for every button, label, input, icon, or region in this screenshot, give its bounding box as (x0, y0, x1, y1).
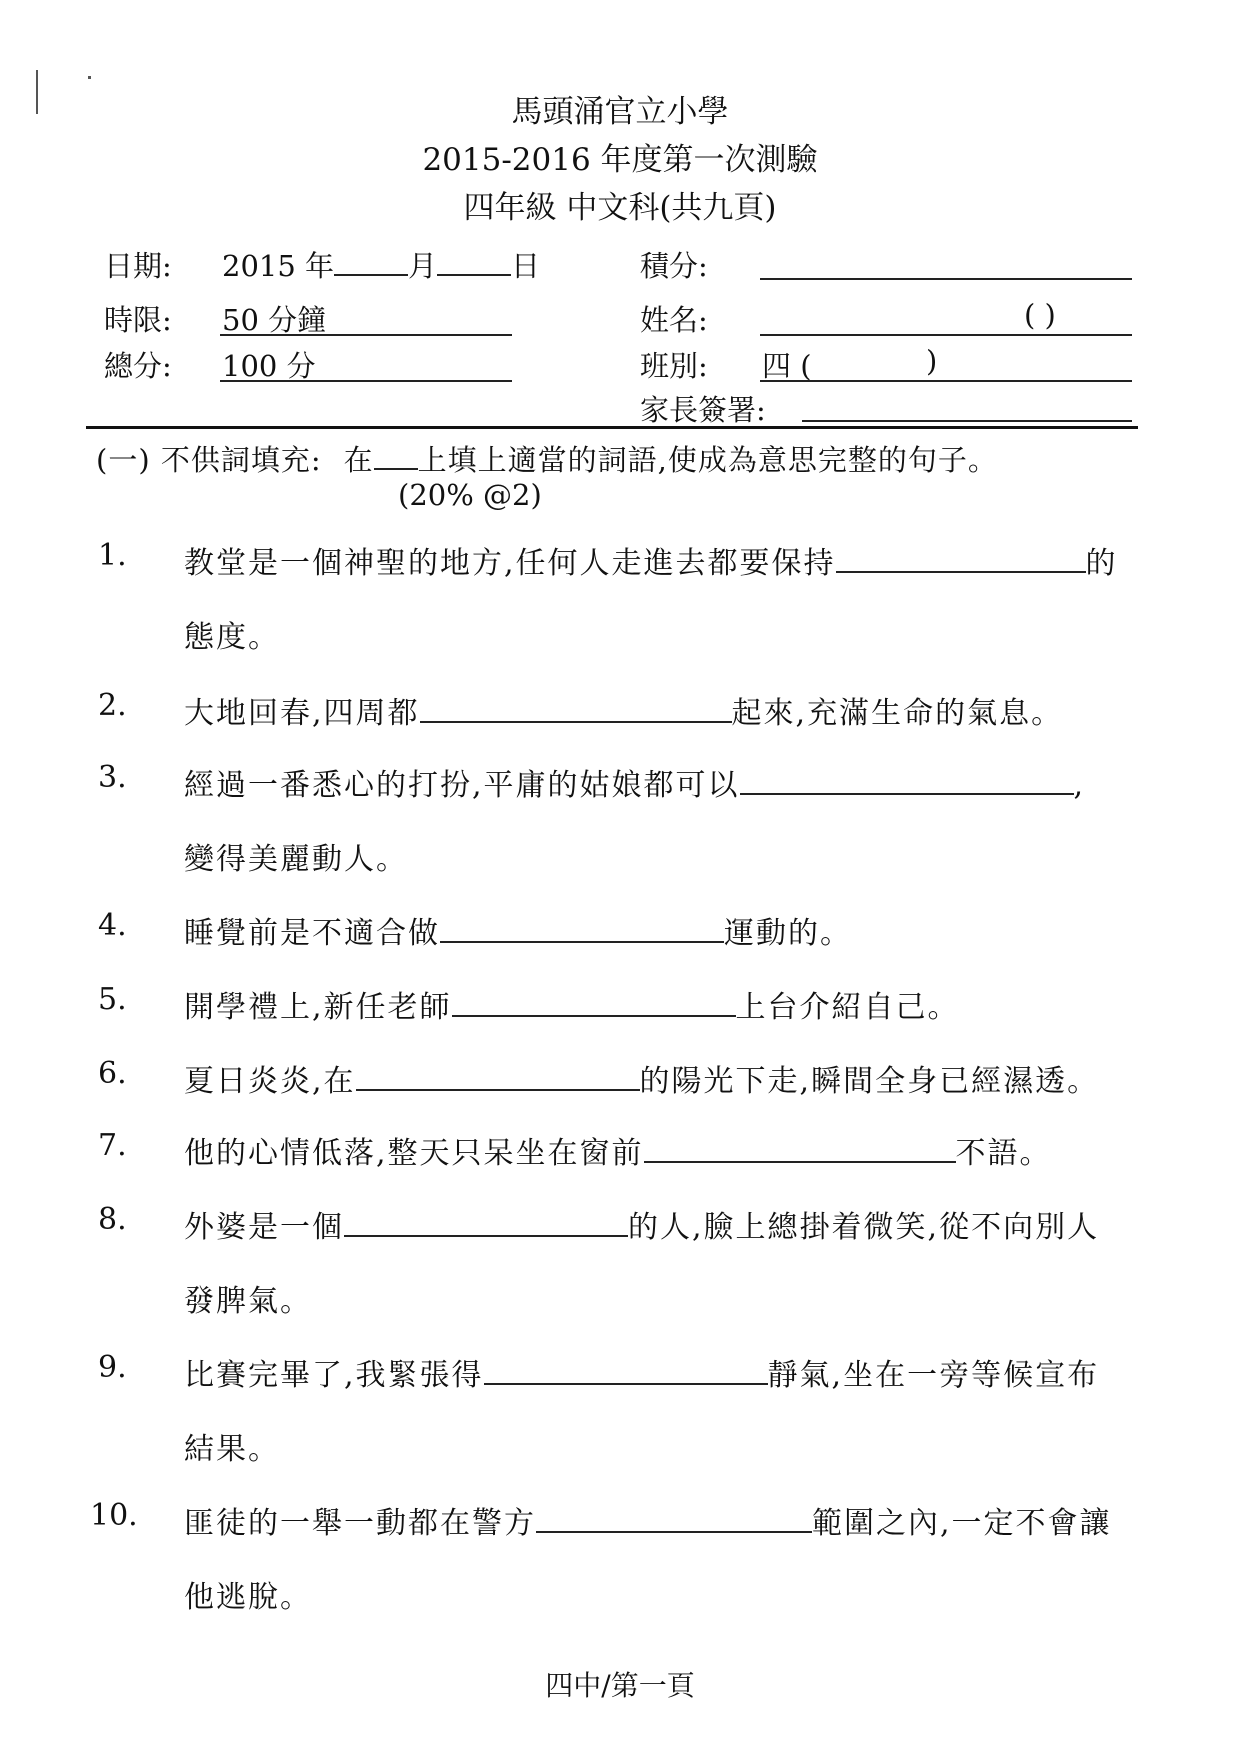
score-label: 積分: (640, 249, 708, 283)
question-text (184, 982, 960, 1026)
question-number: 5. (98, 982, 127, 1017)
question-number: 8. (98, 1202, 127, 1237)
question-number: 10. (90, 1498, 138, 1533)
question-text-cont: 變得美麗動人。 (184, 842, 408, 877)
date-month: 月 (408, 249, 438, 283)
question-text-a: 大地回春,四周都 (184, 696, 420, 731)
time-value: 50 分鐘 (222, 303, 327, 337)
score-field[interactable] (760, 278, 1132, 280)
section-marks: (20% @2) (398, 478, 542, 512)
section-heading (96, 438, 998, 479)
question-text-a: 睡覺前是不適合做 (184, 916, 440, 951)
name-label: 姓名: (640, 303, 708, 337)
question-text-b: 不語。 (955, 1136, 1052, 1171)
page-footer: 四中/第一頁 (545, 1669, 695, 1702)
class-value: 四 ( (762, 349, 812, 383)
question-text-a: 比賽完畢了,我緊張得 (184, 1358, 484, 1393)
question-text-b: 的陽光下走,瞬間全身已經濕透。 (639, 1064, 1100, 1099)
section-title: (一) 不供詞填充: (96, 443, 322, 477)
name-number-paren: ( ) (1024, 298, 1056, 332)
question-text-b: , (1073, 768, 1086, 803)
answer-blank-10[interactable] (536, 1505, 812, 1533)
question-text (184, 908, 852, 952)
class-label: 班別: (640, 349, 708, 383)
question-number: 2. (98, 688, 127, 723)
question-text (184, 1128, 1052, 1172)
question-text (184, 760, 1085, 804)
total-underline (220, 380, 512, 382)
question-text (184, 1498, 1112, 1542)
exam-title: 2015-2016 年度第一次測驗 (422, 142, 818, 178)
question-number: 6. (98, 1056, 127, 1091)
question-text-a: 匪徒的一舉一動都在警方 (184, 1506, 536, 1541)
parent-signature-field[interactable] (802, 420, 1132, 422)
question-text-cont: 結果。 (184, 1432, 280, 1467)
question-text-b: 的 (1085, 546, 1118, 581)
answer-blank-3[interactable] (740, 767, 1074, 795)
name-field[interactable] (760, 334, 1132, 336)
question-text-a: 他的心情低落,整天只呆坐在窗前 (184, 1136, 644, 1171)
question-text-b: 靜氣,坐在一旁等候宣布 (767, 1358, 1100, 1393)
question-text-b: 上台介紹自己。 (735, 990, 960, 1025)
day-blank[interactable] (437, 248, 511, 276)
instruction-blank (374, 442, 418, 470)
instruction-b: 上填上適當的詞語,使成為意思完整的句子。 (417, 443, 998, 477)
question-text-b: 的人,臉上總掛着微笑,從不向別人 (628, 1210, 1100, 1245)
question-text (184, 538, 1118, 582)
answer-blank-7[interactable] (644, 1135, 956, 1163)
answer-blank-5[interactable] (452, 989, 736, 1017)
answer-blank-9[interactable] (484, 1357, 768, 1385)
question-text-b: 範圍之內,一定不會讓 (812, 1506, 1112, 1541)
question-text-a: 教堂是一個神聖的地方,任何人走進去都要保持 (184, 546, 836, 581)
question-text (184, 1350, 1099, 1394)
date-year: 2015 年 (222, 249, 335, 283)
subject-title: 四年級 中文科(共九頁) (463, 190, 777, 226)
time-label: 時限: (104, 303, 172, 337)
question-number: 4. (98, 908, 127, 943)
question-text-a: 經過一番悉心的打扮,平庸的姑娘都可以 (184, 768, 740, 803)
question-number: 3. (98, 760, 127, 795)
question-text-b: 起來,充滿生命的氣息。 (731, 696, 1064, 731)
class-field[interactable] (760, 380, 1132, 382)
question-number: 1. (98, 538, 127, 573)
answer-blank-8[interactable] (344, 1209, 628, 1237)
answer-blank-1[interactable] (836, 545, 1086, 573)
question-text-a: 外婆是一個 (184, 1210, 344, 1245)
parent-signature-label: 家長簽署: (640, 393, 766, 427)
class-close: ) (926, 344, 938, 378)
answer-blank-4[interactable] (440, 915, 724, 943)
question-text (184, 688, 1063, 732)
question-number: 9. (98, 1350, 127, 1385)
question-text-a: 開學禮上,新任老師 (184, 990, 452, 1025)
time-underline (220, 334, 512, 336)
total-value: 100 分 (222, 349, 316, 383)
month-blank[interactable] (334, 248, 408, 276)
question-number: 7. (98, 1128, 127, 1163)
instruction-a: 在 (343, 443, 374, 477)
school-name: 馬頭涌官立小學 (511, 94, 729, 130)
date-label: 日期: (104, 249, 172, 283)
total-label: 總分: (104, 349, 172, 383)
question-text (184, 1056, 1099, 1100)
header-divider (86, 426, 1138, 429)
question-text-cont: 態度。 (184, 620, 280, 655)
question-text-cont: 發脾氣。 (184, 1284, 312, 1319)
question-text-cont: 他逃脫。 (184, 1580, 312, 1615)
answer-blank-2[interactable] (420, 695, 732, 723)
date-day: 日 (511, 249, 541, 283)
answer-blank-6[interactable] (356, 1063, 640, 1091)
question-text-a: 夏日炎炎,在 (184, 1064, 356, 1099)
question-text (184, 1202, 1099, 1246)
question-text-b: 運動的。 (724, 916, 852, 951)
date-field[interactable] (222, 244, 540, 285)
scan-mark (88, 76, 91, 79)
